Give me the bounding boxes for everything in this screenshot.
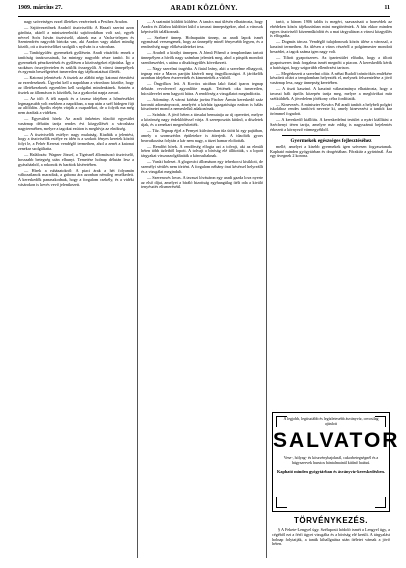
page-header xyxy=(18,4,390,15)
paragraph: — Kinevezés. A miniszter Kovács Pál aradi tanítót a helybeli polgári iskolához rendes tanítóvá nevezte ki, amely kinevezést a tanítói kar örömmel fogadott. xyxy=(270,101,392,117)
paragraph: — Tiltott gyapotszeres. Az ipartestület előadta, hogy a tiltott gyapotszeres áruk forgalma ismét megnőtt a piacon. A kereskedők kérik a hatóságot, hogy szigorúbb ellenőrzést tartson. xyxy=(270,54,392,70)
section-rule xyxy=(282,135,380,136)
paragraph: — Sajtóvezetőnek Aradról tisztviselők: A Hazafi szerint azon gárdista, akiről a miniszterelnöki sajtóirodában volt szó, egyéb névvel Soós István tisztviselő, akinek ma a Vacha-telepen és Szentendrén nagyobb birtoka van, aki Aradon vagy akiket mindig közölt, ott a tisztviselőket szolgált s nyilván is a városban. xyxy=(18,24,134,50)
paragraph: — A kereskedő kiállítás. A kereskedelmi testület a nyári kiállítást a Széchenyi téren tartja, amelyre már eddig is nagyszámú bejelentés érkezett a környező vármegyékből. xyxy=(270,117,392,132)
ad-description: Vese-, hólyag- és köszvénybajoknál, cukorbetegségnél és a húgyszervek hurutos bántalmainál kitűnő hatású. xyxy=(283,455,379,465)
ornament-corner xyxy=(276,497,287,508)
ad-top-text: A legjobb, legtisztább és legízletesebb ásványvíz, orvosilag ajánlott xyxy=(283,416,379,426)
paragraph: — Az idő: A téli napok és a tavasz idejében a hőmérséklet legmagasabb volt ezekben a napokban, a nap után a szél hidegen fújt az alföldön. Április elején várják a csapadékot, de a folyók ma még nem áradtak a vidéken. xyxy=(18,95,134,116)
ornament-corner xyxy=(276,416,287,427)
ornament-corner xyxy=(375,497,386,508)
paragraph: — Dogmás tárcza. Vendéglő tulajdonosok közös ülése a várossal, a kaszinó termeiben. Az ülésen a város részéről a polgármester mondott beszédet, a tagok száma igen nagy volt. xyxy=(270,39,392,54)
paragraph: tartó, a három 1906 taldis is megért, szavazásait a honvédek az ebédeken közös tájékozásban mint megtörténtek. A ház ekkor minden egyes tisztviselő közreműködött és a mai tárgyaláson a városi közgyűlés is elfogadta. xyxy=(270,20,392,39)
subheading: Gyermekek egészséges fejlesztéséhez xyxy=(290,137,372,144)
ornament-corner xyxy=(375,416,386,427)
paragraph: — Megérkezett a szerelmi oltár. A néhai Rudolf trónörökös emlékére készített oltárt a templomban helyezték el, melynek felszentelése a jövő vasárnap lesz, nagy ünnepség keretében. xyxy=(270,70,392,86)
paragraph: — Öngyilkos lett. A Kovács utcában lakó fiatal iparos tegnap délután revolverrel agyonlőtte magát. Tettének oka ismeretlen, búcsúlevelet nem hagyott hátra. A rendőrség a vizsgálatot megindította. xyxy=(141,81,263,96)
column-divider xyxy=(266,20,267,558)
section-heading: TÖRVÉNYKEZÉS. xyxy=(294,516,368,525)
paragraph: — Színház. A jövő héten a társulat bemutatja az új operettet, melyre a közönség nagy érdeklődéssel várja. A szereposztás kitűnő, a díszletek újak, és a zenekart megerősítették. xyxy=(141,112,263,128)
paragraph: — A tiszti kaszinó. A kaszinó választmánya elhatározta, hogy a tavaszi bált április közepén tartja meg, melyre a meghívókat már szétküldték. A jövedelem jótékony célra fordíttatik. xyxy=(270,86,392,101)
paragraph: — Tanítógyülés: gyermekek gyűlésein. Aradi vásárlók: ennek a tanítóság tanácsosainak, ha mintegy nagyobb része tanító. Itt a gyermekek pénzfizetések és gyűlésen a közösségeket eljárásba. Így a szokásos összejövetelen és szülők összegyűlt. A városi ünnepélyek és egymás beszélgetései ismeretlen úgy tájékoztatásai illeték. xyxy=(18,50,134,75)
paragraph: — Hírek a ruházatokról: A piaci árak a hét folyamán változatlanok maradtak, a gabona ára azonban némileg emelkedett. A kereskedők panaszkodnak, hogy a forgalom csekély, és a vidéki vásárokon is kevés vevő jelentkezett. xyxy=(18,167,134,187)
header-rule xyxy=(18,16,390,17)
ad-brand: SALVATOR xyxy=(273,429,400,452)
paragraph: — Adomány. A városi kórház javára Fischer Ármin kereskedő száz koronát adományozott, amelyért a kórház igazgatósága ezúton is hálás köszönetet mond a nemeslelkű adakozónak. xyxy=(141,96,263,112)
paragraph: — Szeberé ünnep. Holnapután ünnep, az aradi lapok ismét egymással versengenek, hogy az ünnepély minél fényesebb legyen, és a rendezőség nagy előkészületeket tesz. xyxy=(141,34,263,50)
paragraph: — Szerencsés lovas. A tavaszi lóvásáron egy aradi gazda lova nyerte az első díjat, amelyet a bíráló bizottság egyhangúlag ítélt oda a kiváló tenyésztés elismeréséül. xyxy=(141,174,263,190)
paragraph: — Katonai jelentések: A tisztek az alábbi négy katonai értesítést az ezredeseknek. Ügyelni kell a napokban a városban: közölte, hogy az illetékeseknek egyenlően kell szolgálni mindenkinek. Szintén a tisztek az állomáson is közölték, ha a gyakorlat napja zavart. xyxy=(18,75,134,95)
header-title: ARADI KÖZLÖNY. xyxy=(170,4,238,12)
paragraph: — A tisztviselők estélye: nagy mulatság. Kiadták a jelentést, hogy a tisztviselők estélye ez idén is a szokott fényes keretek között folyt le, a Fehér Kereszt vendéglő termeiben, ahol a zenét a katonai zenekar szolgáltatta. xyxy=(18,131,134,152)
paragraph: — Egyesületi hírek: Az aradi önkéntes tűzoltó egyesület vasárnap délután tartja rendes évi közgyűlését a városháza nagytermében, melyre a tagokat ezúton is meghívja az elnökség. xyxy=(18,116,134,131)
paragraph: nagy szövetséges ezzel illetékes vezéreinek a Pesthez Aradon. xyxy=(24,20,128,24)
section-body xyxy=(272,528,390,560)
column-1 xyxy=(18,20,134,560)
column-2 xyxy=(141,20,263,560)
paragraph: — Tűz. Tegnap éjjel a Pernyei külvárosban tűz ütött ki egy pajtában, amely a szomszédos épületekre is átterjedt. A tűzoltók gyors beavatkozása folytán a kár nem nagy, a tüzet hamar eloltották. xyxy=(141,128,263,143)
salvator-advertisement xyxy=(272,412,400,512)
paragraph: — Vasúti baleset. A glogováci állomáson egy teherkocsi kisiklott, de személyi sérülés nem történt. A forgalom néhány órai késéssel helyreállt és a vizsgálat megindult. xyxy=(141,159,263,174)
paragraph: — A szatmári küldött küldése. A tanács mai ülésén elhatározta, hogy Aradra és Zilahra küldöttet küld a tavaszi ünnepségekre, ahol a városok képviselői találkoznak. xyxy=(141,20,263,34)
paragraph: — Nagy szerelmi tragédia. A fiatal leány, akit a szerelme elhagyott, tegnap este a Maros partján kísérelt meg öngyilkosságot. A járókelők azonban idejében észrevették és kimentették a vízből. xyxy=(141,65,263,81)
paragraph: mellé, amelyet a kisebb gyermekek igen szívesen fogyasztanak. Kapható minden gyógytárban és drogériában. Főraktár a gyártónál. Ára egy üvegnek 2 korona. xyxy=(270,143,392,159)
column-3 xyxy=(270,20,392,408)
paragraph: § A Fekete-Lengyel ügy. Szélaposti hódoló ismét a Lengyel ügy, a cégéből ezt a férfi ügyet vizsgálta és a bíróság elé került. A tárgyalást holnap folytatják, a tanúk kihallgatása után ítéletet várnak a jövő héten. xyxy=(272,528,390,547)
column-divider xyxy=(137,20,138,558)
header-date: 1909. március 27. xyxy=(18,5,63,11)
paragraph: — Halálozás: Wagner József, a Tigrisnél állomásozó tisztviselő, hosszabb betegség után elhunyt. Temetése holnap délután lesz a gyászházból, a rokonok és barátok kíséretében. xyxy=(18,152,134,167)
paragraph: — Aradról a királyi ünnepen. A Jómű Pihenő a templomban tartott ünnepélyen a hívők nagy számban jelentek meg, ahol a püspök mondott szentbeszédet, s utána a díszközgyűlés következett. xyxy=(141,50,263,65)
ad-bottom-text: Kapható minden gyógytárban és ásványvíz-kereskedésben. xyxy=(277,468,385,474)
paragraph: — Rendőri hírek. A rendőrség elfogta azt a tolvajt, aki az elmúlt héten több üzletből lopott. A tolvajt a bíróság elé állították, s a lopott tárgyakat visszaszolgáltatták a károsultaknak. xyxy=(141,143,263,159)
header-page-number: 11 xyxy=(384,5,390,11)
